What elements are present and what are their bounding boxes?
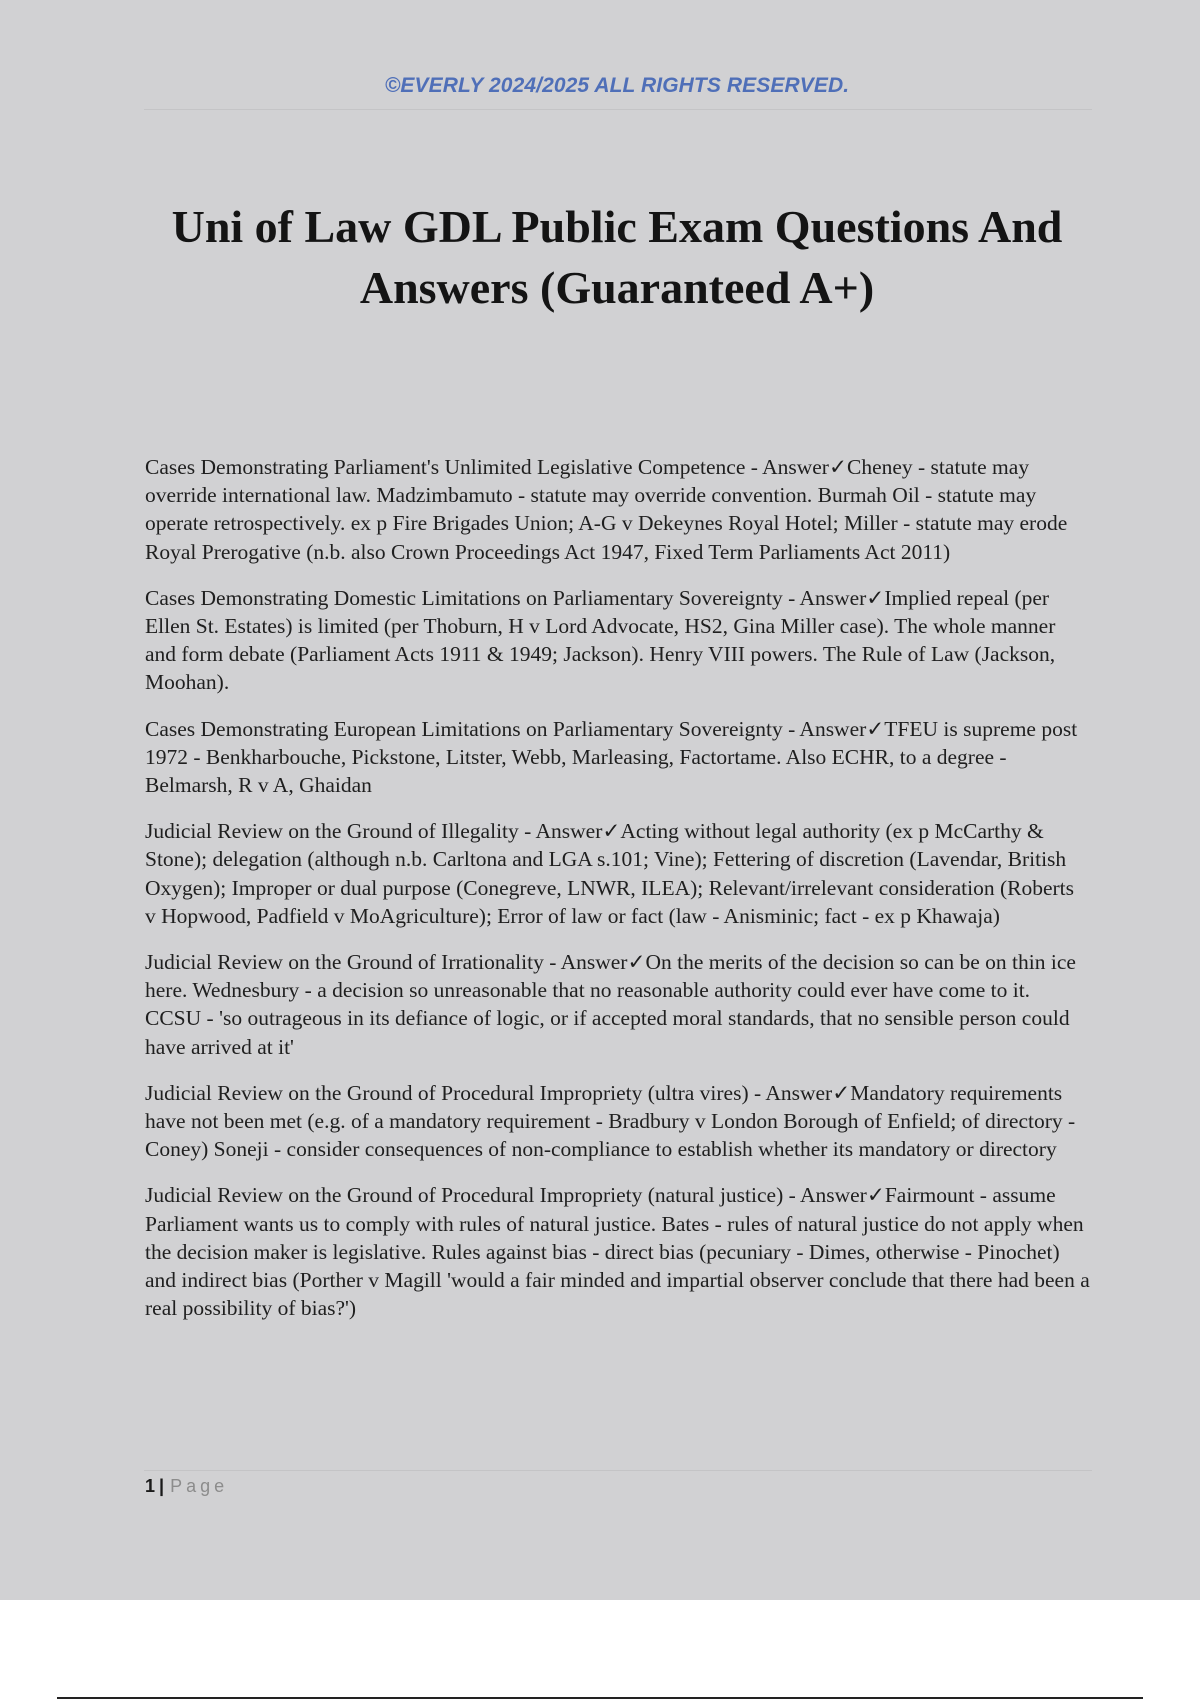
qa-item: Cases Demonstrating Domestic Limitations on Parliamentary Sovereignty - Answer✓Implied repeal (per Ellen St. Estates) is limited (per Thoburn, H v Lord Advocate, HS2, Gina Miller case). The whole manner and form debate (Parliament Acts 1911 & 1949; Jackson). Henry VIII powers. The Rule of Law (Jackson, Moohan). [145, 585, 1056, 695]
header-divider [144, 109, 1092, 110]
page-number: 1 [145, 1476, 156, 1496]
page-footer [145, 1476, 228, 1497]
qa-list [145, 453, 1090, 1340]
copyright-header: ©EVERLY 2024/2025 ALL RIGHTS RESERVED. [384, 74, 850, 97]
qa-item: Judicial Review on the Ground of Irrationality - Answer✓On the merits of the decision so can be on thin ice here. Wednesbury - a decision so unreasonable that no reasonable authority could ever have come to it. CCSU - 'so outrageous in its defiance of logic, or if accepted moral standards, that no sensible person could have arrived at it' [145, 950, 1076, 1059]
qa-item: Judicial Review on the Ground of Procedural Impropriety (natural justice) - Answer✓Fairmount - assume Parliament wants us to comply with rules of natural justice. Bates - rules of natural justice do not apply when the decision maker is legislative. Rules against bias - direct bias (pecuniary - Dimes, otherwise - Pinochet) and indirect bias (Porther v Magill 'would a fair minded and impartial observer conclude that there had been a real possibility of bias?') [145, 1183, 1090, 1321]
bottom-divider [57, 1697, 1143, 1699]
qa-item: Judicial Review on the Ground of Procedural Impropriety (ultra vires) - Answer✓Mandatory requirements have not been met (e.g. of a mandatory requirement - Bradbury v London Borough of Enfield; of directory - Coney) Soneji - consider consequences of non-compliance to establish whether its mandatory or directory [145, 1080, 1076, 1162]
document-title: Uni of Law GDL Public Exam Questions And Answers (Guaranteed A+) [171, 201, 1063, 313]
qa-item: Judicial Review on the Ground of Illegality - Answer✓Acting without legal authority (ex p McCarthy & Stone); delegation (although n.b. Carltona and LGA s.101; Vine); Fettering of discretion (Lavendar, British Oxygen); Improper or dual purpose (Conegreve, LNWR, ILEA); Relevant/irrelevant consideration (Roberts v Hopwood, Padfield v MoAgriculture); Error of law or fact (law - Anisminic; fact - ex p Khawaja) [145, 819, 1074, 928]
page-label: Page [170, 1476, 229, 1496]
footer-divider [144, 1470, 1092, 1471]
qa-item: Cases Demonstrating Parliament's Unlimited Legislative Competence - Answer✓Cheney - statute may override international law. Madzimbamuto - statute may override convention. Burmah Oil - statute may operate retrospectively. ex p Fire Brigades Union; A-G v Dekeynes Royal Hotel; Miller - statute may erode Royal Prerogative (n.b. also Crown Proceedings Act 1947, Fixed Term Parliaments Act 2011) [145, 455, 1068, 564]
page-separator: | [159, 1476, 165, 1496]
qa-item: Cases Demonstrating European Limitations on Parliamentary Sovereignty - Answer✓TFEU is supreme post 1972 - Benkharbouche, Pickstone, Litster, Webb, Marleasing, Factortame. Also ECHR, to a degree - Belmarsh, R v A, Ghaidan [145, 716, 1078, 798]
